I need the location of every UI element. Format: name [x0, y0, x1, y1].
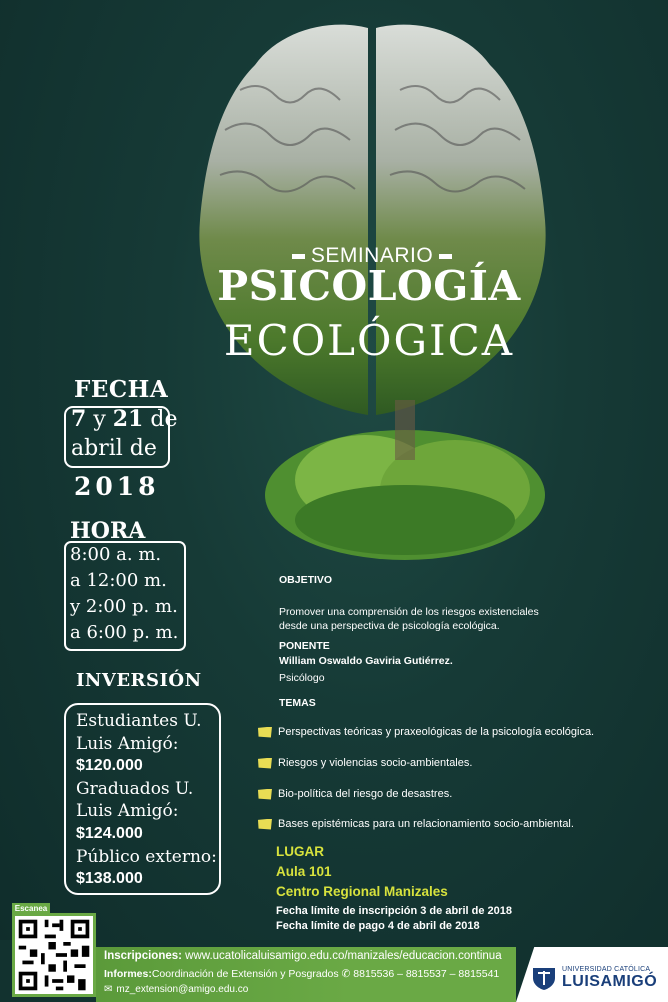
inscripciones-label: Inscripciones: — [104, 950, 182, 962]
temas-heading: TEMAS — [279, 697, 316, 709]
phone-icon: ✆ — [341, 968, 351, 980]
logo-text — [562, 966, 657, 991]
tema-item — [258, 788, 452, 800]
bullet-icon — [258, 819, 272, 830]
footer-email — [104, 983, 248, 996]
page-title: PSICOLOGÍA — [217, 262, 521, 310]
inversion-price: $120.000 — [76, 757, 143, 775]
footer-inscripciones — [104, 949, 502, 963]
inversion-label: INVERSIÓN — [76, 670, 202, 691]
hora-label: HORA — [70, 518, 146, 544]
logo-line2: LUISAMIGÓ — [562, 972, 658, 990]
forest-illustration — [255, 400, 555, 570]
lugar-heading: LUGAR — [276, 844, 324, 859]
hora-line: a 12:00 m. — [70, 570, 167, 591]
fecha-year: 2018 — [74, 472, 160, 501]
bullet-icon — [258, 727, 272, 738]
tema-item — [258, 726, 594, 738]
ponente-name: William Oswaldo Gaviria Gutiérrez. — [279, 655, 453, 667]
inversion-line: Luis Amigó: — [76, 733, 179, 754]
informes-text: Coordinación de Extensión y Posgrados — [151, 968, 339, 980]
inversion-prices — [76, 710, 217, 891]
university-logo — [530, 960, 660, 996]
tema-text: Perspectivas teóricas y praxeológicas de la psicología ecológica. — [278, 726, 595, 738]
deadline-pago: Fecha límite de pago 4 de abril de 2018 — [276, 920, 480, 932]
tema-text: Bases epistémicas para un relacionamiento socio-ambiental. — [278, 818, 574, 830]
objetivo-heading: OBJETIVO — [279, 574, 333, 586]
brain-illustration — [180, 20, 560, 440]
hora-line: 8:00 a. m. — [70, 544, 162, 565]
email-icon: ✉ — [104, 984, 113, 995]
lugar-line: Centro Regional Manizales — [276, 884, 448, 899]
inversion-line: Estudiantes U. — [76, 711, 202, 731]
fecha-line1 — [71, 405, 177, 434]
tema-item — [258, 818, 574, 830]
deadline-inscripcion: Fecha límite de inscripción 3 de abril de 2018 — [276, 905, 512, 917]
tema-text: Bio-política del riesgo de desastres. — [278, 788, 453, 800]
ponente-heading: PONENTE — [279, 640, 330, 652]
fecha-line2: abril de — [71, 436, 157, 461]
fecha-day1: 7 — [71, 406, 87, 432]
bullet-icon — [258, 789, 272, 800]
hora-times — [70, 542, 178, 646]
lugar-line: Aula 101 — [276, 864, 332, 879]
inversion-price: $124.000 — [76, 824, 143, 842]
deadlines — [276, 904, 512, 934]
tema-text: Riesgos y violencias socio-ambientales. — [278, 757, 473, 769]
footer-informes — [104, 968, 499, 981]
lugar-block — [276, 842, 448, 902]
inscripciones-link[interactable]: www.ucatolicaluisamigo.edu.co/manizales/educacion.continua — [185, 950, 502, 962]
qr-code-icon[interactable] — [12, 913, 96, 997]
informes-label: Informes: — [104, 968, 152, 980]
fecha-y: y — [93, 407, 106, 432]
phone-numbers: 8815536 – 8815537 – 8815541 — [353, 968, 500, 980]
page-subtitle: ECOLÓGICA — [223, 316, 515, 365]
ponente-role: Psicólogo — [279, 672, 325, 684]
email-link[interactable]: mz_extension@amigo.edu.co — [116, 984, 249, 995]
fecha-de: de — [150, 407, 178, 432]
tema-item — [258, 757, 472, 769]
fecha-day2: 21 — [112, 406, 144, 432]
inversion-line: Público externo: — [76, 846, 217, 867]
inversion-line: Graduados U. — [76, 778, 194, 799]
hora-line: y 2:00 p. m. — [70, 596, 178, 617]
objetivo-text — [279, 605, 609, 633]
seminario-label: SEMINARIO — [310, 244, 434, 267]
qr-label: Escanea — [12, 903, 50, 915]
divider — [292, 254, 305, 259]
objetivo-line: Promover una comprensión de los riesgos existenciales — [279, 606, 539, 618]
logo-line1: UNIVERSIDAD CATÓLICA — [562, 965, 651, 973]
hora-line: a 6:00 p. m. — [70, 622, 179, 643]
fecha-label: FECHA — [74, 376, 169, 403]
inversion-line: Luis Amigó: — [76, 801, 179, 822]
university-shield-icon — [530, 964, 558, 992]
bullet-icon — [258, 758, 272, 769]
objetivo-line: desde una perspectiva de psicología ecológica. — [279, 620, 500, 632]
inversion-price: $138.000 — [76, 870, 143, 888]
divider — [439, 254, 452, 259]
